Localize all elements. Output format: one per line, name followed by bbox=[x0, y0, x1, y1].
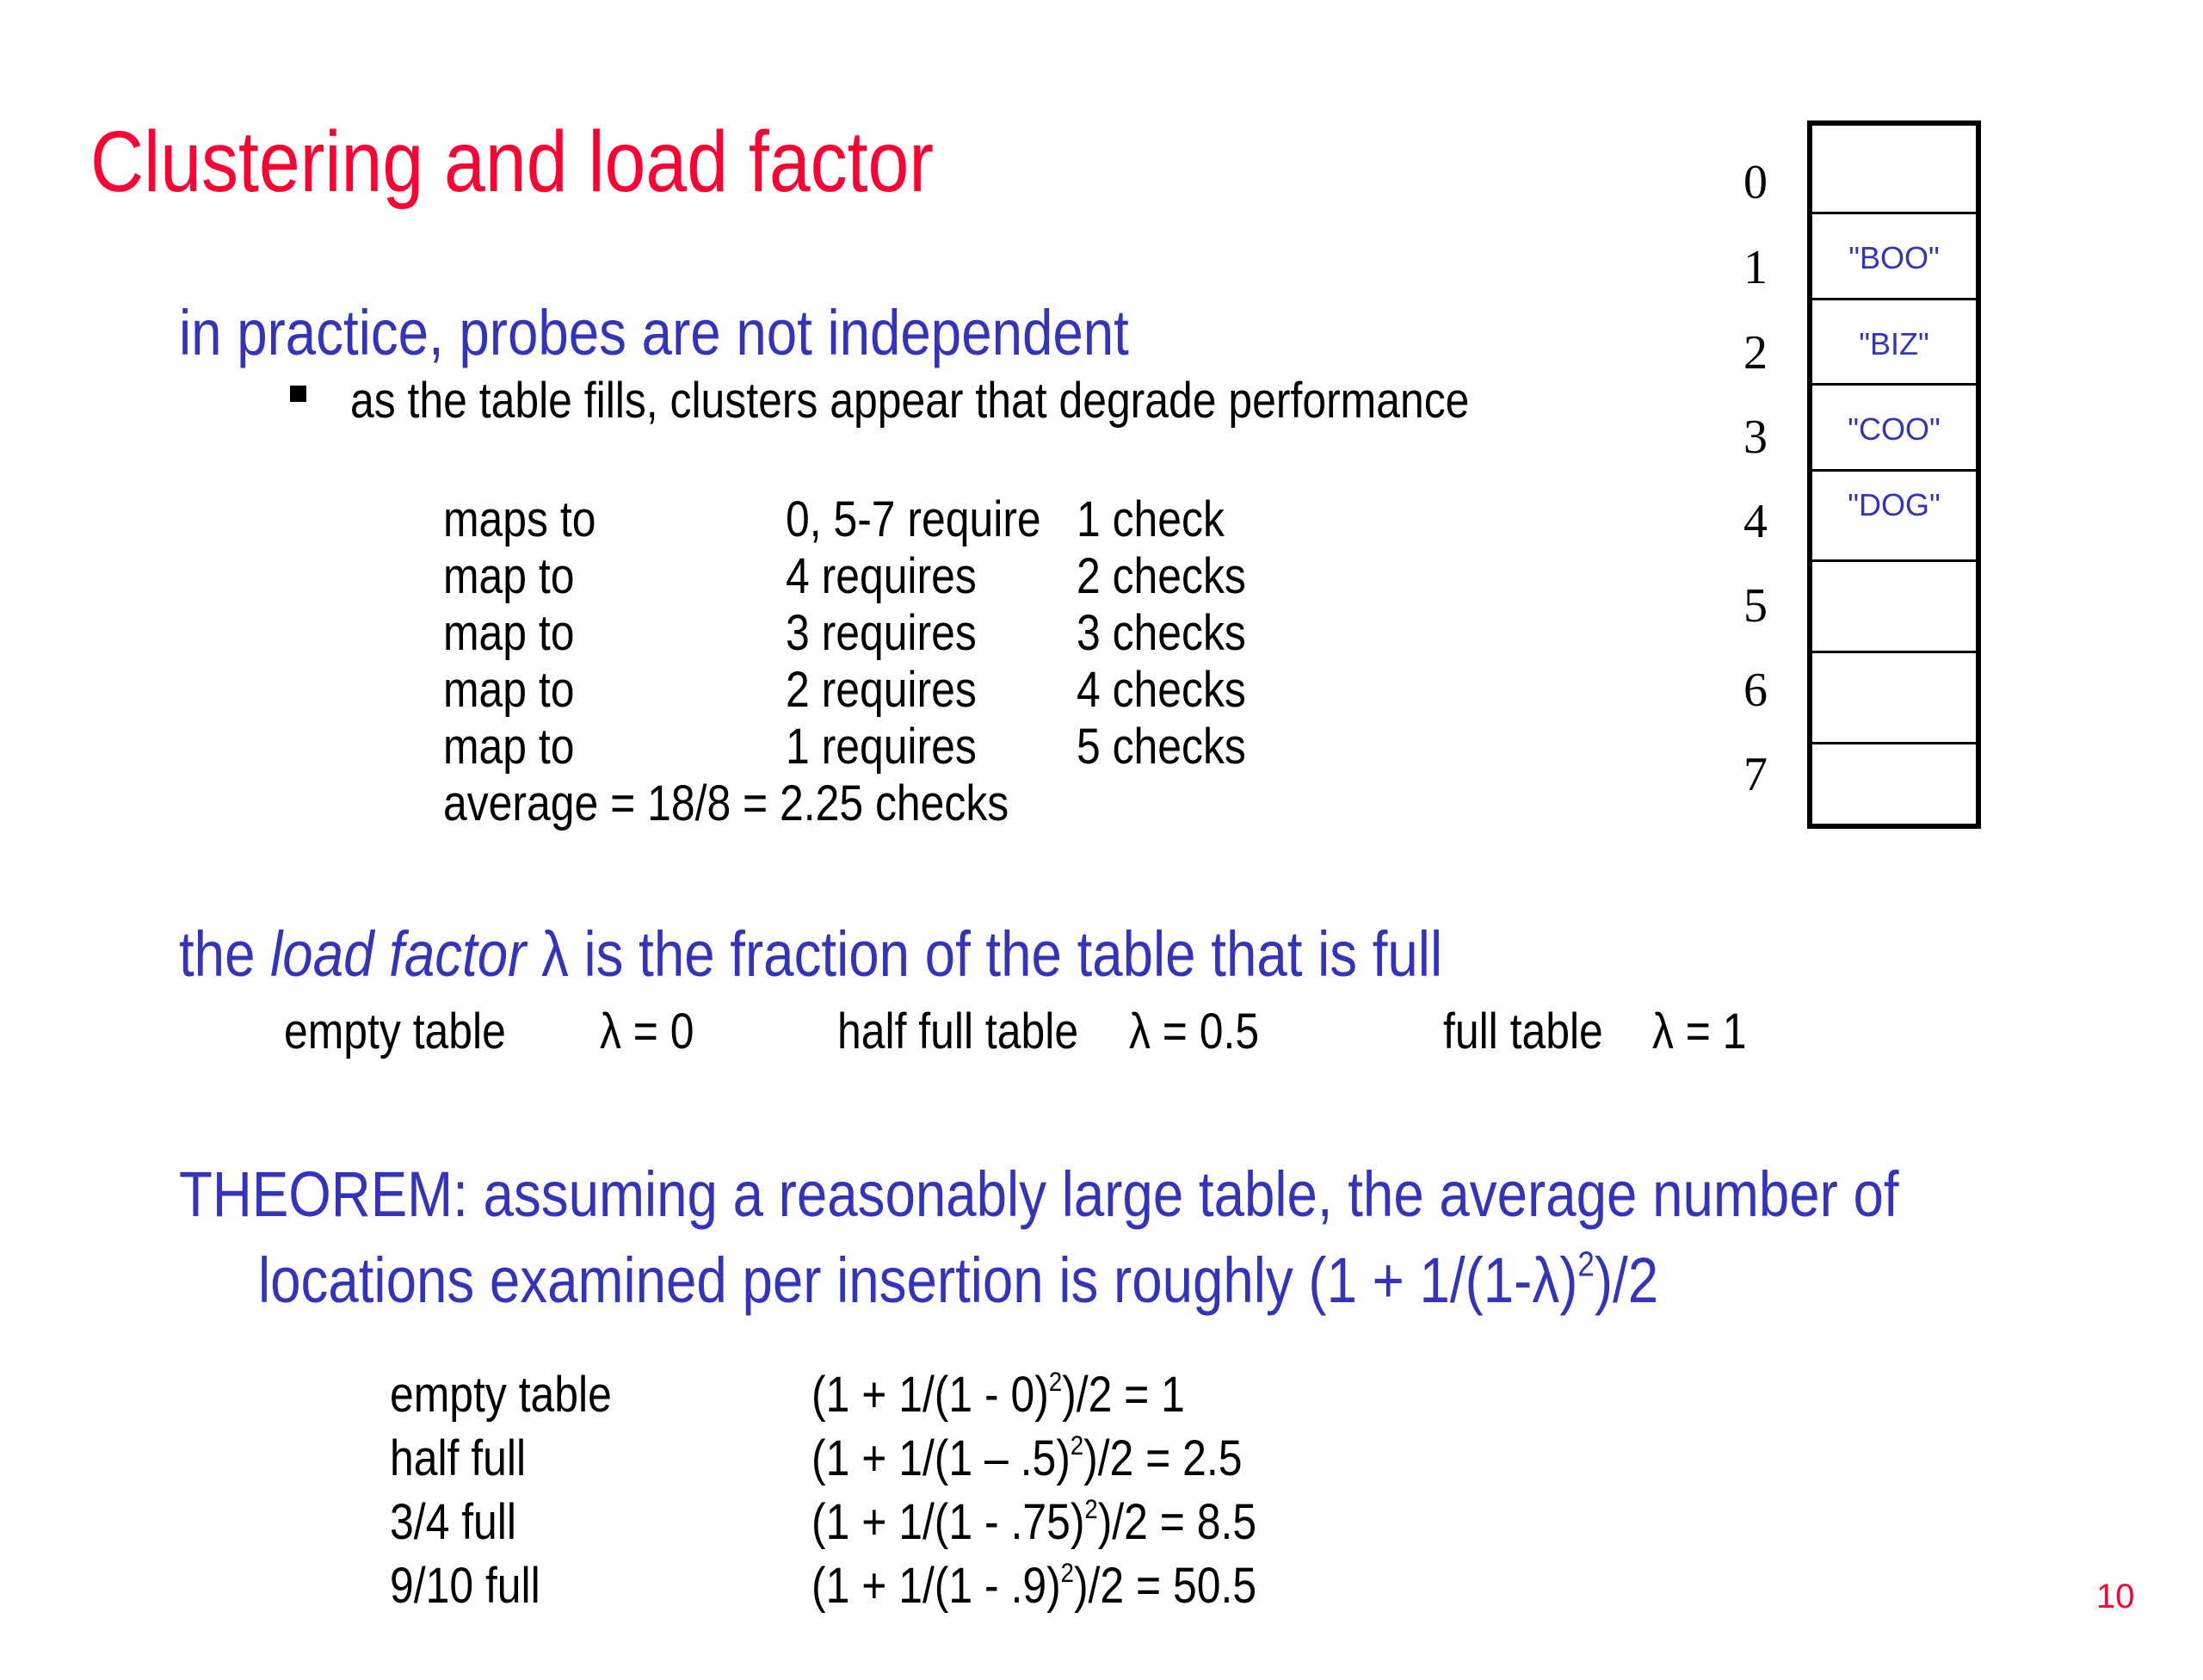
table-index-6: 6 bbox=[1743, 664, 1768, 717]
table-index-2: 2 bbox=[1743, 326, 1768, 380]
probes-heading: in practice, probes are not independent bbox=[179, 297, 1129, 368]
table-cell-2 bbox=[1812, 300, 1976, 386]
probe-row-2-c: 3 checks bbox=[1077, 605, 1246, 661]
probe-row-1-c: 2 checks bbox=[1077, 548, 1246, 604]
theorem-row-1-sup: 2 bbox=[1070, 1430, 1084, 1461]
theorem-row-0-label: empty table bbox=[390, 1367, 612, 1423]
probe-row-2-b: 3 requires bbox=[786, 605, 977, 661]
theorem-row-1-formula bbox=[811, 1430, 1243, 1486]
example-full-value: λ = 1 bbox=[1652, 1004, 1747, 1059]
table-index-7: 7 bbox=[1743, 748, 1768, 801]
theorem-row-2-formula bbox=[811, 1493, 1257, 1550]
theorem-row-0-post: )/2 = 1 bbox=[1062, 1367, 1185, 1423]
table-cell-1 bbox=[1812, 214, 1976, 300]
theorem-row-3-formula bbox=[811, 1557, 1257, 1614]
theorem-line-2-sup: 2 bbox=[1577, 1244, 1595, 1284]
theorem-row-2-post: )/2 = 8.5 bbox=[1097, 1494, 1257, 1550]
example-half-value: λ = 0.5 bbox=[1129, 1004, 1260, 1059]
probes-bullet-text: as the table fills, clusters appear that degrade performance bbox=[350, 373, 1470, 429]
theorem-line-2-pre: locations examined per insertion is roughly (1 + 1/(1-λ) bbox=[258, 1245, 1578, 1316]
theorem-row-2-sup: 2 bbox=[1084, 1493, 1098, 1525]
table-cell-4 bbox=[1812, 472, 1976, 562]
example-half-label: half full table bbox=[837, 1004, 1079, 1059]
page-number: 10 bbox=[2096, 1578, 2135, 1615]
theorem-row-0-pre: (1 + 1/(1 - 0) bbox=[811, 1367, 1049, 1423]
example-full-label: full table bbox=[1443, 1004, 1603, 1059]
theorem-line-2-post: )/2 bbox=[1594, 1245, 1659, 1316]
load-factor-heading-pre: the bbox=[179, 918, 271, 990]
probe-row-3-a: map to bbox=[443, 662, 575, 718]
table-cell-5 bbox=[1812, 562, 1976, 653]
table-cell-3-value: "COO" bbox=[1848, 411, 1941, 447]
theorem-row-3-label: 9/10 full bbox=[390, 1558, 540, 1614]
example-empty-label: empty table bbox=[284, 1004, 506, 1059]
theorem-row-0-formula bbox=[811, 1366, 1185, 1423]
probe-row-1-b: 4 requires bbox=[786, 548, 977, 604]
probe-row-2-a: map to bbox=[443, 605, 575, 661]
theorem-row-2-pre: (1 + 1/(1 - .75) bbox=[811, 1494, 1085, 1550]
theorem-row-0-sup: 2 bbox=[1048, 1366, 1063, 1398]
probe-row-4-b: 1 requires bbox=[786, 719, 977, 775]
load-factor-term: load factor bbox=[270, 918, 527, 990]
theorem-line-2 bbox=[258, 1244, 1659, 1316]
table-index-3: 3 bbox=[1743, 411, 1768, 464]
probe-row-4-a: map to bbox=[443, 719, 575, 775]
theorem-row-1-post: )/2 = 2.5 bbox=[1083, 1430, 1243, 1486]
theorem-line-1: THEOREM: assuming a reasonably large table, the average number of bbox=[179, 1158, 1899, 1230]
table-index-5: 5 bbox=[1743, 579, 1768, 633]
load-factor-heading-post: λ is the fraction of the table that is full bbox=[526, 918, 1443, 990]
theorem-row-3-pre: (1 + 1/(1 - .9) bbox=[811, 1558, 1061, 1614]
probe-row-0-c: 1 check bbox=[1077, 491, 1225, 547]
table-cell-7 bbox=[1812, 744, 1976, 824]
probe-row-1-a: map to bbox=[443, 548, 575, 604]
table-cell-4-value: "DOG" bbox=[1848, 487, 1941, 522]
probe-row-3-b: 2 requires bbox=[786, 662, 977, 718]
probe-row-0-b: 0, 5-7 require bbox=[786, 491, 1041, 547]
theorem-row-1-pre: (1 + 1/(1 – .5) bbox=[811, 1430, 1071, 1486]
table-cell-3 bbox=[1812, 386, 1976, 472]
theorem-row-2-label: 3/4 full bbox=[390, 1494, 516, 1550]
theorem-row-3-sup: 2 bbox=[1060, 1557, 1074, 1589]
slide-title: Clustering and load factor bbox=[90, 114, 935, 210]
probe-average: average = 18/8 = 2.25 checks bbox=[443, 775, 1009, 831]
table-index-0: 0 bbox=[1743, 156, 1768, 209]
bullet-square-icon bbox=[290, 386, 306, 402]
table-index-4: 4 bbox=[1743, 495, 1768, 548]
probe-row-0-a: maps to bbox=[443, 491, 596, 547]
theorem-row-3-post: )/2 = 50.5 bbox=[1073, 1558, 1257, 1614]
table-cell-6 bbox=[1812, 653, 1976, 744]
table-index-1: 1 bbox=[1743, 241, 1768, 294]
table-cell-2-value: "BIZ" bbox=[1859, 326, 1929, 361]
example-empty-value: λ = 0 bbox=[600, 1004, 694, 1059]
hash-table bbox=[1807, 120, 1981, 829]
theorem-row-1-label: half full bbox=[390, 1430, 527, 1486]
probe-row-3-c: 4 checks bbox=[1077, 662, 1246, 718]
table-cell-0 bbox=[1812, 126, 1976, 214]
load-factor-heading bbox=[179, 918, 1443, 990]
probe-row-4-c: 5 checks bbox=[1077, 719, 1246, 775]
table-cell-1-value: "BOO" bbox=[1848, 240, 1940, 275]
